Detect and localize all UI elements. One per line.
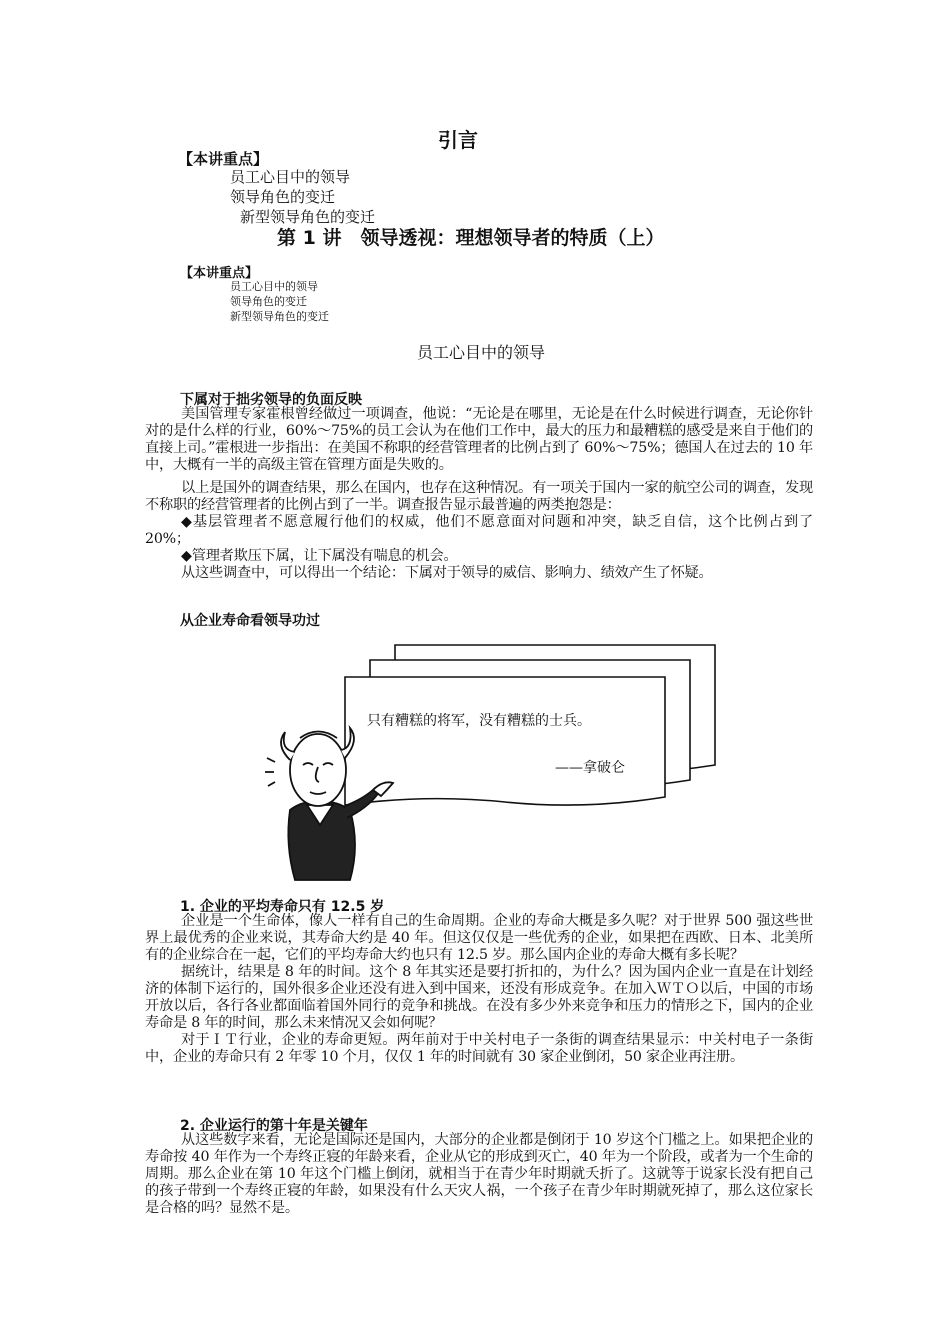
quote-attribution: ——拿破仑 [555, 760, 625, 776]
lecture-item-2: 领导角色的变迁 [230, 295, 307, 308]
part1-paragraph-1: 美国管理专家霍根曾经做过一项调查，他说：“无论是在哪里，无论是在什么时候进行调查，无论你针对的是什么样的行业，60%～75%的员工会认为在他们工作中，最大的压力和最糟糕的感受是来自于他们的直接上司。”霍根进一步指出：在美国不称职的经营管理者的比例占到了 60%～75%；德国人在过去的 10 年中，大概有一半的高级主管在管理方面是失败的。 [145, 406, 813, 473]
sub1-paragraph-1: 企业是一个生命体，像人一样有自己的生命周期。企业的寿命大概是多久呢？对于世界 500 强这些世界上最优秀的企业来说，其寿命大约是 40 年。但这仅仅是一些优秀的企业，如果把在西欧、日本、北美所有的企业综合在一起，它们的平均寿命大约也只有 12.5 岁。那么国内企业的寿命大概有多长呢？ [145, 913, 813, 963]
intro-focus-header: 【本讲重点】 [178, 150, 269, 168]
part1-bullet-1: ◆基层管理者不愿意履行他们的权威，他们不愿意面对问题和冲突，缺乏自信，这个比例占到了 20%； [145, 514, 813, 547]
quote-text: 只有糟糕的将军，没有糟糕的士兵。 [367, 713, 591, 729]
lecture-focus-header: 【本讲重点】 [180, 266, 259, 281]
sub2-body [145, 1132, 813, 1217]
part1-bullet-2: ◆管理者欺压下属，让下属没有喘息的机会。 [181, 548, 458, 564]
part1-heading: 下属对于拙劣领导的负面反映 [180, 392, 362, 408]
part2-heading: 从企业寿命看领导功过 [180, 613, 320, 629]
part1-paragraph-2: 以上是国外的调查结果，那么在国内，也存在这种情况。有一项关于国内一家的航空公司的调查，发现不称职的经营管理者的比例占到了一半。调查报告显示最普遍的两类抱怨是： [145, 480, 813, 513]
sub1-paragraph-3: 对于ＩＴ行业，企业的寿命更短。两年前对于中关村电子一条街的调查结果显示：中关村电子一条街中，企业的寿命只有 2 年零 10 个月，仅仅 1 年的时间就有 30 家企业倒闭，50 家企业再注册。 [145, 1032, 813, 1065]
sub1-body [145, 913, 813, 1066]
part1-paragraph-3: 从这些调查中，可以得出一个结论：下属对于领导的威信、影响力、绩效产生了怀疑。 [181, 565, 713, 581]
intro-title: 引言 [438, 128, 478, 152]
part1-body [145, 406, 813, 582]
sub1-paragraph-2: 据统计，结果是 8 年的时间。这个 8 年其实还是要打折扣的，为什么？因为国内企业一直是在计划经济的体制下运行的，国外很多企业还没有进入到中国来，还没有形成竞争。在加入ＷＴＯ以后，中国的市场开放以后，各行各业都面临着国外同行的竞争和挑战。在没有多少外来竞争和压力的情形之下，国内的企业寿命是 8 年的时间，那么未来情况又会如何呢？ [145, 964, 813, 1031]
intro-item-1: 员工心目中的领导 [230, 168, 351, 186]
sub2-paragraph-1: 从这些数字来看，无论是国际还是国内，大部分的企业都是倒闭于 10 岁这个门槛之上。如果把企业的寿命按 40 年作为一个寿终正寝的年龄来看，企业从它的形成到灭亡，40 年为一个阶段，或者为一个生命的周期。那么企业在第 10 年这个门槛上倒闭，就相当于在青少年时期就夭折了。这就等于说家长没有把自己的孩子带到一个寿终正寝的年龄，如果没有什么天灾人祸，一个孩子在青少年时期就死掉了，那么这位家长是合格的吗？显然不是。 [145, 1132, 813, 1216]
lecture-title: 第 1 讲 领导透视：理想领导者的特质（上） [277, 227, 665, 249]
napoleon-quote-figure [255, 640, 725, 885]
intro-item-2: 领导角色的变迁 [230, 188, 336, 206]
lecture-item-3: 新型领导角色的变迁 [230, 310, 329, 323]
lecture-item-1: 员工心目中的领导 [230, 280, 318, 293]
sub1-heading: 1. 企业的平均寿命只有 12.5 岁 [180, 899, 385, 915]
intro-item-3: 新型领导角色的变迁 [240, 208, 376, 226]
section-title: 员工心目中的领导 [417, 343, 546, 362]
sub2-heading: 2. 企业运行的第十年是关键年 [180, 1118, 368, 1134]
